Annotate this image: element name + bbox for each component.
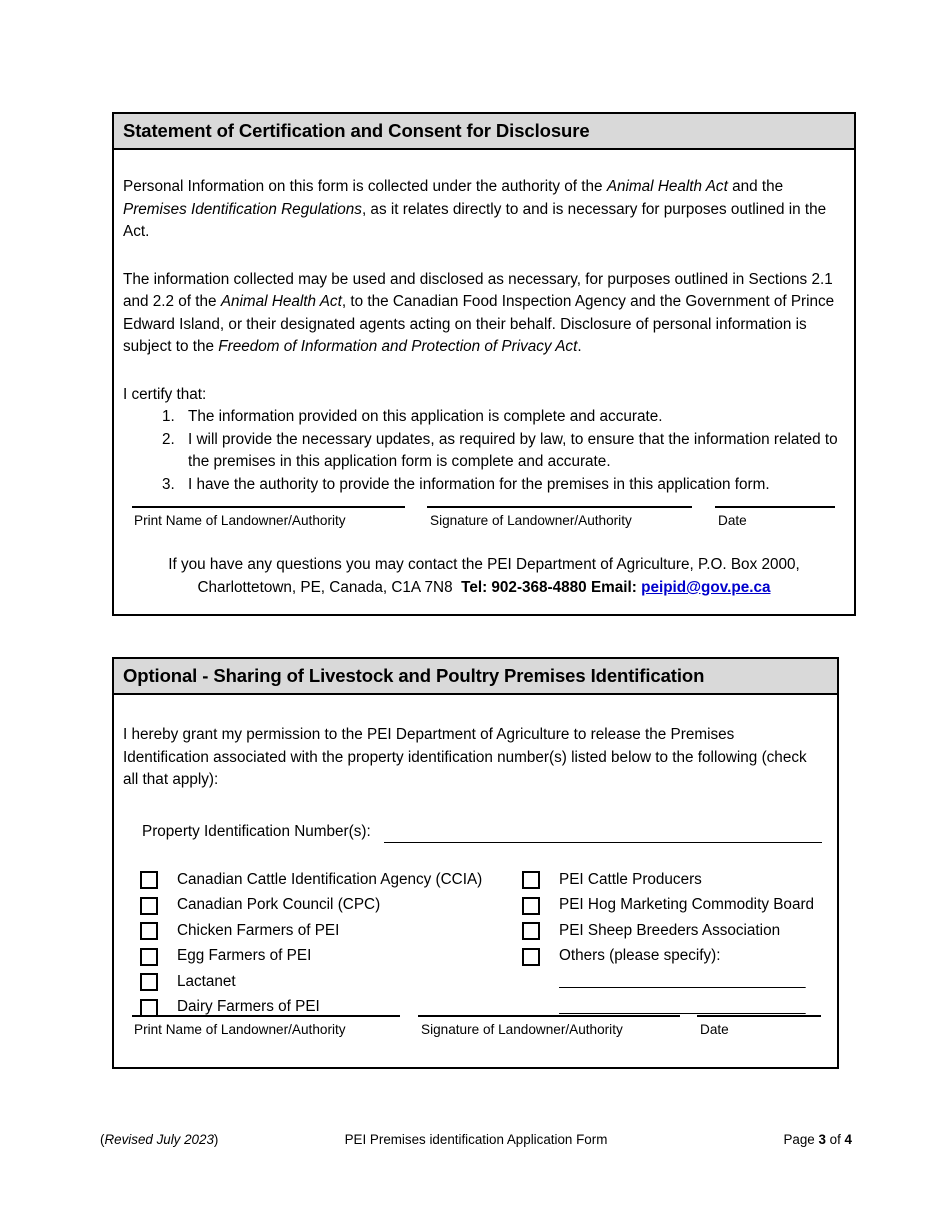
- certify-intro-text: I certify that:: [123, 385, 207, 403]
- property-identification-number-row: [142, 823, 822, 842]
- property-identification-number-label: Property Identification Number(s):: [142, 823, 371, 841]
- optional-signature-row: [114, 1015, 837, 1055]
- paragraph-2-italic-a: Animal Health Act: [220, 293, 342, 311]
- checkbox-row-cpc[interactable]: [140, 893, 510, 919]
- checkbox-label: Dairy Farmers of PEI: [177, 998, 320, 1016]
- footer-of-word: of: [829, 1132, 841, 1147]
- optional-sharing-section: [112, 657, 839, 1069]
- property-identification-number-input[interactable]: [384, 827, 822, 843]
- paragraph-2-text-a: The information collected may be used and disclosed as necessary, for purposes outlined in Sections 2.1 and 2.2 of the: [123, 270, 833, 311]
- certification-signature-label: Signature of Landowner/Authority: [430, 513, 632, 528]
- checkbox-row-lactanet[interactable]: [140, 969, 510, 995]
- optional-print-name-field[interactable]: [132, 1015, 400, 1039]
- checkbox-label: PEI Hog Marketing Commodity Board: [559, 896, 815, 914]
- checkbox-label: Canadian Pork Council (CPC): [177, 896, 381, 914]
- others-specify-input-2[interactable]: ______________________________: [559, 999, 806, 1016]
- others-specify-input-1[interactable]: ______________________________: [559, 973, 806, 990]
- contact-line-2: [123, 577, 845, 600]
- checkbox-icon[interactable]: [522, 897, 540, 915]
- checkbox-icon[interactable]: [140, 897, 158, 915]
- optional-date-label: Date: [700, 1022, 729, 1037]
- paragraph-1-italic-b: Premises Identification Regulations: [123, 200, 362, 218]
- checkbox-label: Others (please specify):: [559, 947, 721, 965]
- optional-date-field[interactable]: [697, 1015, 821, 1039]
- contact-information-block: [123, 554, 845, 600]
- paragraph-1-text-b: and the: [727, 178, 784, 196]
- checkbox-icon[interactable]: [140, 871, 158, 889]
- checkbox-label: Chicken Farmers of PEI: [177, 921, 340, 939]
- optional-signature-label: Signature of Landowner/Authority: [421, 1022, 623, 1037]
- checkbox-label: PEI Sheep Breeders Association: [559, 921, 781, 939]
- checkbox-icon[interactable]: [522, 922, 540, 940]
- checkbox-label: Egg Farmers of PEI: [177, 947, 312, 965]
- footer-total-pages: 4: [844, 1132, 852, 1147]
- checkbox-icon[interactable]: [522, 948, 540, 966]
- certify-list-item: 2. I will provide the necessary updates, as required by law, to ensure that the information related to the premises in this application form is complete and accurate.: [179, 429, 838, 474]
- paragraph-1-text-c: , as it relates directly to and is necessary for purposes outlined in the Act.: [123, 200, 827, 241]
- paragraph-2-text-c: .: [577, 338, 582, 356]
- certify-list: [123, 406, 838, 496]
- checkbox-row-ccia[interactable]: [140, 867, 510, 893]
- certification-date-label: Date: [718, 513, 747, 528]
- checkbox-row-egg-farmers[interactable]: [140, 944, 510, 970]
- checkbox-label: Lactanet: [177, 972, 236, 990]
- sharing-checkbox-column-right: [522, 867, 822, 1025]
- sharing-checkbox-column-left: [140, 867, 510, 1020]
- checkbox-row-chicken-farmers[interactable]: [140, 918, 510, 944]
- paragraph-2-text-b: , to the Canadian Food Inspection Agency and the Government of Prince Edward Island, or their designated agents acting on their behalf. Disclosure of personal information is subject to the: [123, 293, 835, 356]
- certify-list-item: 1. The information provided on this application is complete and accurate.: [179, 406, 838, 428]
- certification-paragraph-2: [123, 269, 838, 359]
- certify-list-item: 3. I have the authority to provide the information for the premises in this application form.: [179, 474, 838, 496]
- certification-paragraph-1: [123, 176, 838, 243]
- certification-body: [114, 150, 854, 496]
- certification-section: [112, 112, 856, 616]
- footer-current-page: 3: [818, 1132, 826, 1147]
- contact-telephone: Tel: 902-368-4880: [461, 578, 587, 596]
- footer-form-title: PEI Premises identification Application Form: [344, 1132, 608, 1147]
- checkbox-icon[interactable]: [140, 973, 158, 991]
- checkbox-row-pei-sheep-breeders[interactable]: [522, 918, 822, 944]
- certification-date-field[interactable]: [715, 506, 835, 530]
- optional-sharing-section-header: Optional - Sharing of Livestock and Poultry Premises Identification: [114, 659, 837, 695]
- checkbox-icon[interactable]: [140, 922, 158, 940]
- footer-revised-date: (Revised July 2023): [100, 1132, 219, 1147]
- footer-page-word: Page: [783, 1132, 815, 1147]
- paragraph-1-italic-a: Animal Health Act: [606, 178, 728, 196]
- checkbox-row-pei-hog-marketing[interactable]: [522, 893, 822, 919]
- checkbox-row-pei-cattle-producers[interactable]: [522, 867, 822, 893]
- certification-signature-field[interactable]: [427, 506, 692, 530]
- checkbox-icon[interactable]: [522, 871, 540, 889]
- checkbox-icon[interactable]: [140, 948, 158, 966]
- certification-print-name-field[interactable]: [132, 506, 405, 530]
- checkbox-label: Canadian Cattle Identification Agency (CCIA): [177, 870, 483, 888]
- certification-print-name-label: Print Name of Landowner/Authority: [134, 513, 346, 528]
- checkbox-row-others[interactable]: [522, 944, 822, 970]
- paragraph-1-text-a: Personal Information on this form is collected under the authority of the: [123, 178, 607, 196]
- optional-intro-text: I hereby grant my permission to the PEI Department of Agriculture to release the Premises Identification associated with the property identification number(s) listed below to the following (check all that apply):: [123, 726, 807, 789]
- certification-signature-row: [114, 506, 854, 546]
- contact-email-link[interactable]: peipid@gov.pe.ca: [641, 578, 771, 596]
- footer-revised-date-text: Revised July 2023: [104, 1132, 214, 1147]
- optional-sharing-body: [114, 695, 837, 1016]
- contact-email-label: Email:: [590, 578, 637, 596]
- optional-print-name-label: Print Name of Landowner/Authority: [134, 1022, 346, 1037]
- optional-signature-field[interactable]: [418, 1015, 680, 1039]
- checkbox-icon[interactable]: [140, 999, 158, 1017]
- footer-page-number: [783, 1132, 852, 1148]
- certification-section-header: Statement of Certification and Consent for Disclosure: [114, 114, 854, 150]
- contact-line-1: If you have any questions you may contact the PEI Department of Agriculture, P.O. Box 2000,: [168, 556, 800, 573]
- paragraph-2-italic-b: Freedom of Information and Protection of Privacy Act: [218, 338, 578, 356]
- checkbox-label: PEI Cattle Producers: [559, 870, 702, 888]
- contact-address: Charlottetown, PE, Canada, C1A 7N8: [197, 578, 453, 596]
